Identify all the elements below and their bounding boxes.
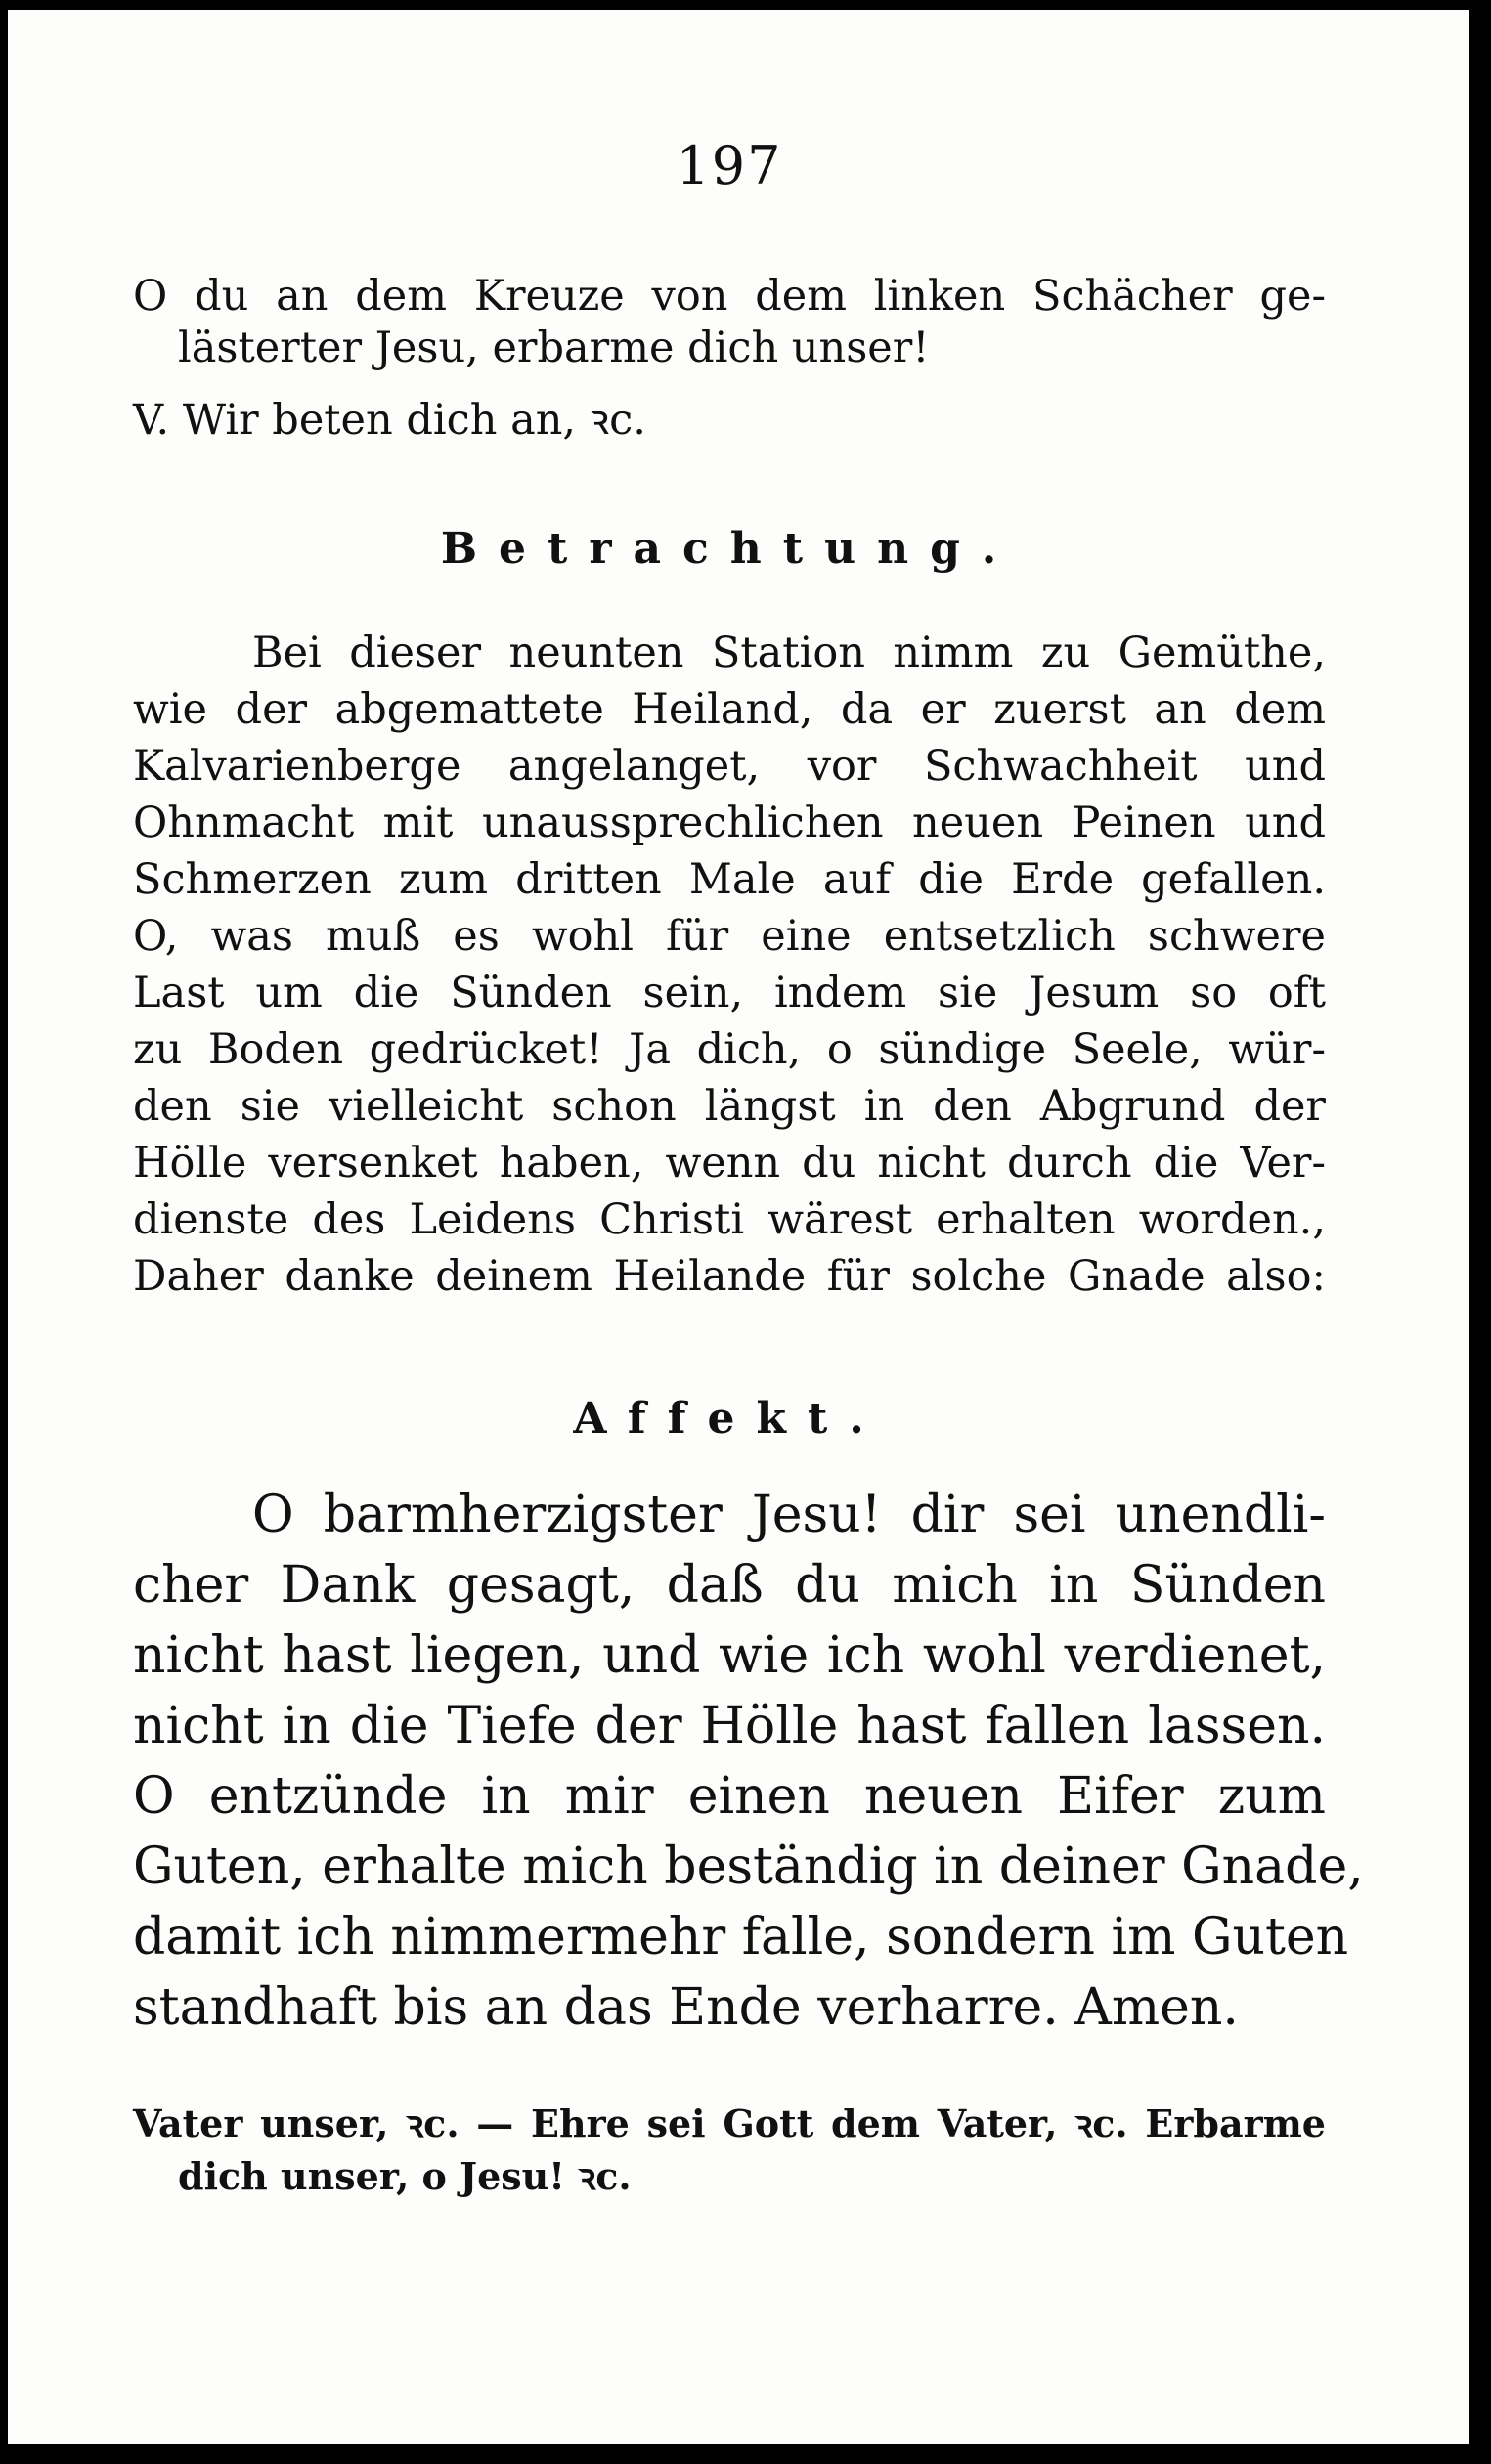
page-number: 197 [676, 135, 783, 196]
betrachtung-line: Schmerzen zum dritten Male auf die Erde gefallen. [133, 855, 1326, 904]
betrachtung-line: zu Boden gedrücket! Ja dich, o sündige Seele, wür- [133, 1025, 1326, 1074]
affekt-line: damit ich nimmermehr falle, sondern im Guten [133, 1908, 1349, 1967]
betrachtung-line: wie der abgemattete Heiland, da er zuerst an dem [133, 685, 1326, 734]
betrachtung-line: den sie vielleicht schon längst in den Abgrund der [133, 1082, 1326, 1131]
betrachtung-line: Kalvarienberge angelanget, vor Schwachheit und [133, 742, 1326, 791]
affekt-line: Guten, erhalte mich beständig in deiner Gnade, [133, 1837, 1364, 1896]
betrachtung-line: O, was muß es wohl für eine entsetzlich schwere [133, 912, 1326, 961]
closing-line-1: Vater unser, ꝛc. — Ehre sei Gott dem Vater, ꝛc. Erbarme [133, 2101, 1326, 2145]
heading-betrachtung: Betrachtung. [440, 524, 1019, 574]
litany-line-1: O du an dem Kreuze von dem linken Schächer ge- [133, 272, 1326, 321]
versicle-line: V. Wir beten dich an, ꝛc. [133, 396, 646, 445]
betrachtung-line: Daher danke deinem Heilande für solche Gnade also: [133, 1252, 1326, 1301]
heading-affekt: Affekt. [573, 1394, 886, 1444]
betrachtung-line: Ohnmacht mit unaussprechlichen neuen Peinen und [133, 799, 1326, 847]
betrachtung-line: dienste des Leidens Christi wärest erhalten worden., [133, 1195, 1326, 1244]
affekt-line: nicht hast liegen, und wie ich wohl verdienet, [133, 1626, 1326, 1685]
affekt-line: standhaft bis an das Ende verharre. Amen. [133, 1978, 1239, 2037]
affekt-line: O barmherzigster Jesu! dir sei unendli- [252, 1486, 1326, 1544]
affekt-line: nicht in die Tiefe der Hölle hast fallen lassen. [133, 1697, 1326, 1755]
litany-line-2: lästerter Jesu, erbarme dich unser! [178, 324, 930, 372]
affekt-line: cher Dank gesagt, daß du mich in Sünden [133, 1556, 1326, 1615]
betrachtung-line: Hölle versenket haben, wenn du nicht durch die Ver- [133, 1139, 1326, 1188]
betrachtung-line: Bei dieser neunten Station nimm zu Gemüthe, [252, 628, 1326, 677]
affekt-line: O entzünde in mir einen neuen Eifer zum [133, 1767, 1326, 1826]
betrachtung-line: Last um die Sünden sein, indem sie Jesum so oft [133, 969, 1326, 1017]
closing-line-2: dich unser, o Jesu! ꝛc. [178, 2154, 632, 2198]
